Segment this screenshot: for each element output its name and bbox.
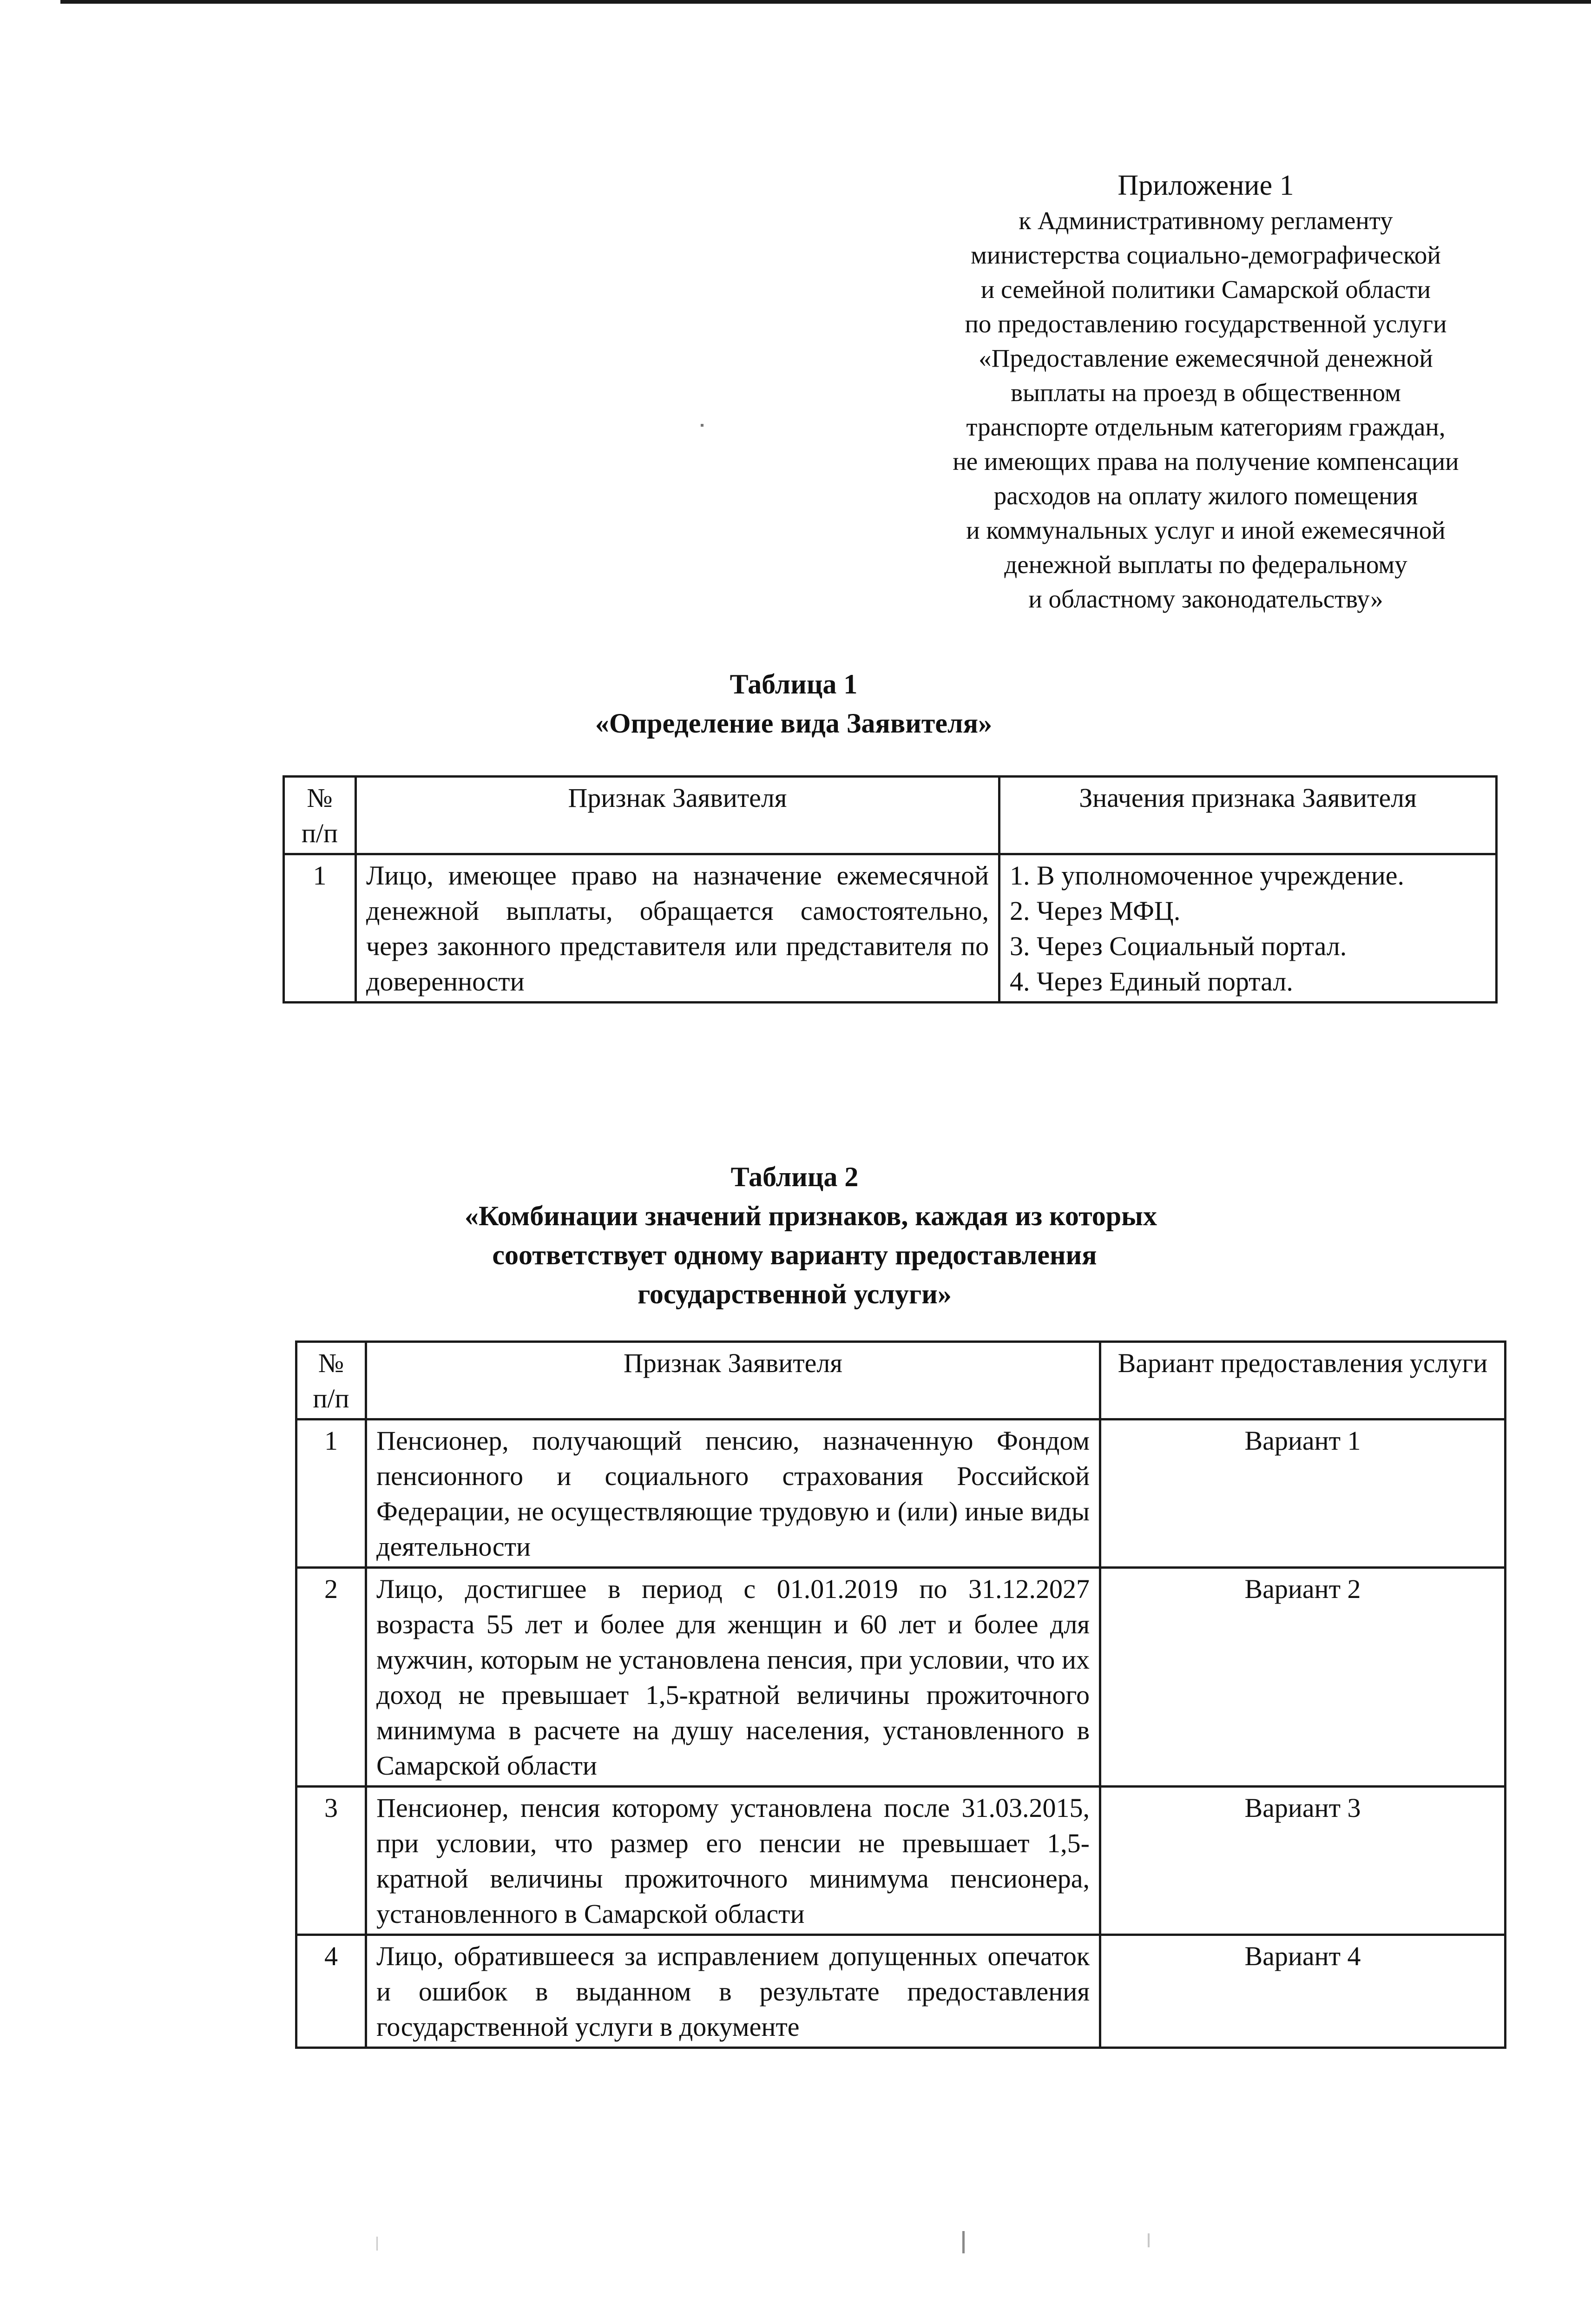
- column-header-sign: Признак Заявителя: [366, 1342, 1100, 1419]
- scan-artifact: [962, 2231, 965, 2253]
- variant-cell: Вариант 3: [1100, 1787, 1506, 1935]
- header-line: транспорте отдельным категориям граждан,: [966, 413, 1446, 441]
- row-number: 2: [296, 1568, 366, 1787]
- applicant-sign-cell: Пенсионер, пенсия которому установлена после 31.03.2015, при условии, что размер его пенсии не превышает 1,5-кратной величины прожиточного минимума пенсионера, установленного в Самарской области: [366, 1787, 1100, 1935]
- column-header-sign: Признак Заявителя: [356, 777, 999, 854]
- variant-cell: Вариант 4: [1100, 1935, 1506, 2048]
- header-line: по предоставлению государственной услуги: [965, 310, 1447, 338]
- header-line: не имеющих права на получение компенсации: [953, 447, 1459, 475]
- row-number: 1: [284, 854, 356, 1003]
- applicant-sign-cell: Лицо, достигшее в период с 01.01.2019 по 31.12.2027 возраста 55 лет и более для женщин и 60 лет и более для мужчин, которым не установлена пенсия, при условии, что их доход не превышает 1,5-кратной величины прожиточного минимума в расчете на душу населения, установленного в Самарской области: [366, 1568, 1100, 1787]
- table2-subtitle-line: государственной услуги»: [638, 1279, 952, 1309]
- table2-title-number: Таблица 2: [730, 1162, 859, 1192]
- row-number: 3: [296, 1787, 366, 1935]
- variant-cell: Вариант 1: [1100, 1419, 1506, 1568]
- header-line: и коммунальных услуг и иной ежемесячной: [966, 516, 1446, 544]
- header-line: расходов на оплату жилого помещения: [993, 482, 1418, 510]
- value-item: 4. Через Единый портал.: [1010, 966, 1293, 997]
- header-line: и семейной политики Самарской области: [980, 275, 1431, 304]
- column-header-variant: Вариант предоставления услуги: [1100, 1342, 1506, 1419]
- header-line: «Предоставление ежемесячной денежной: [979, 344, 1433, 372]
- value-item: 1. В уполномоченное учреждение.: [1010, 860, 1405, 891]
- row-number: 1: [296, 1419, 366, 1568]
- table1-title-number: Таблица 1: [730, 669, 858, 700]
- header-line: министерства социально-демографической: [971, 241, 1441, 269]
- header-line: денежной выплаты по федеральному: [1004, 550, 1407, 579]
- table2-title: [465, 1157, 1157, 1314]
- table2-subtitle-line: соответствует одному варианту предоставления: [492, 1240, 1097, 1270]
- table-header-row: [284, 777, 1497, 854]
- sign-values-cell: [999, 854, 1497, 1003]
- appendix-title: Приложение 1: [1118, 170, 1294, 201]
- table-row: [296, 1935, 1506, 2048]
- value-item: 2. Через МФЦ.: [1010, 896, 1181, 926]
- column-header-number: № п/п: [296, 1342, 366, 1419]
- appendix-header: [874, 168, 1538, 616]
- applicant-sign-cell: Лицо, имеющее право на назначение ежемесячной денежной выплаты, обращается самостоятельно, через законного представителя или представителя по доверенности: [356, 854, 999, 1003]
- scan-top-edge: [60, 0, 1591, 4]
- table2-subtitle-line: «Комбинации значений признаков, каждая из которых: [465, 1201, 1157, 1231]
- service-variant-table: [295, 1340, 1506, 2049]
- applicant-sign-cell: Лицо, обратившееся за исправлением допущенных опечаток и ошибок в выданном в результате предоставления государственной услуги в документе: [366, 1935, 1100, 2048]
- column-header-values: Значения признака Заявителя: [999, 777, 1497, 854]
- column-header-number: № п/п: [284, 777, 356, 854]
- applicant-type-table: [283, 775, 1498, 1004]
- scan-artifact: [376, 2237, 378, 2251]
- table-row: [296, 1568, 1506, 1787]
- header-line: и областному законодательству»: [1028, 585, 1383, 613]
- table1-subtitle: «Определение вида Заявителя»: [595, 708, 993, 739]
- variant-cell: Вариант 2: [1100, 1568, 1506, 1787]
- table1-title: [561, 665, 1026, 743]
- table-row: [296, 1419, 1506, 1568]
- value-item: 3. Через Социальный портал.: [1010, 931, 1347, 961]
- table-row: [284, 854, 1497, 1003]
- scan-artifact: [1148, 2233, 1150, 2247]
- table-header-row: [296, 1342, 1506, 1419]
- table-row: [296, 1787, 1506, 1935]
- applicant-sign-cell: Пенсионер, получающий пенсию, назначенную Фондом пенсионного и социального страхования Российской Федерации, не осуществляющие трудовую и (или) иные виды деятельности: [366, 1419, 1100, 1568]
- row-number: 4: [296, 1935, 366, 2048]
- header-line: выплаты на проезд в общественном: [1011, 378, 1401, 407]
- header-line: к Административному регламенту: [1019, 206, 1393, 235]
- scan-artifact: [701, 424, 703, 427]
